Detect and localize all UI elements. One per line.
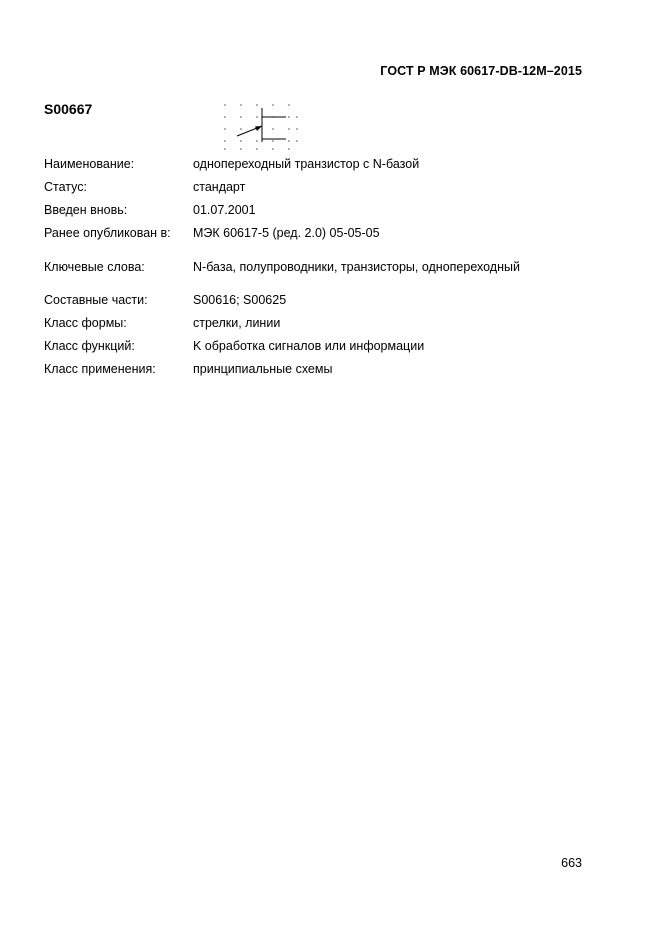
field-label: Наименование: [44,157,135,171]
standard-title: ГОСТ Р МЭК 60617-DB-12M–2015 [380,64,582,78]
field-value: K обработка сигналов или информации [193,339,425,353]
unijunction-transistor-n-base-symbol-icon [221,100,303,152]
field-value: принципиальные схемы [193,362,333,376]
field-label: Ключевые слова: [44,260,145,274]
field-value: стандарт [193,180,246,194]
field-label: Статус: [44,180,87,194]
field-value: S00616; S00625 [193,293,287,307]
field-label: Класс функций: [44,339,135,353]
page-number: 663 [561,856,582,870]
field-value: однопереходный транзистор с N-базой [193,157,420,171]
field-label: Класс формы: [44,316,127,330]
field-value: МЭК 60617-5 (ред. 2.0) 05-05-05 [193,226,380,240]
field-value: 01.07.2001 [193,203,256,217]
field-value: N-база, полупроводники, транзисторы, однопереходный [193,260,520,274]
field-value: стрелки, линии [193,316,281,330]
field-label: Введен вновь: [44,203,128,217]
symbol-code: S00667 [44,101,93,117]
field-label: Класс применения: [44,362,156,376]
field-label: Ранее опубликован в: [44,226,171,240]
field-label: Составные части: [44,293,148,307]
